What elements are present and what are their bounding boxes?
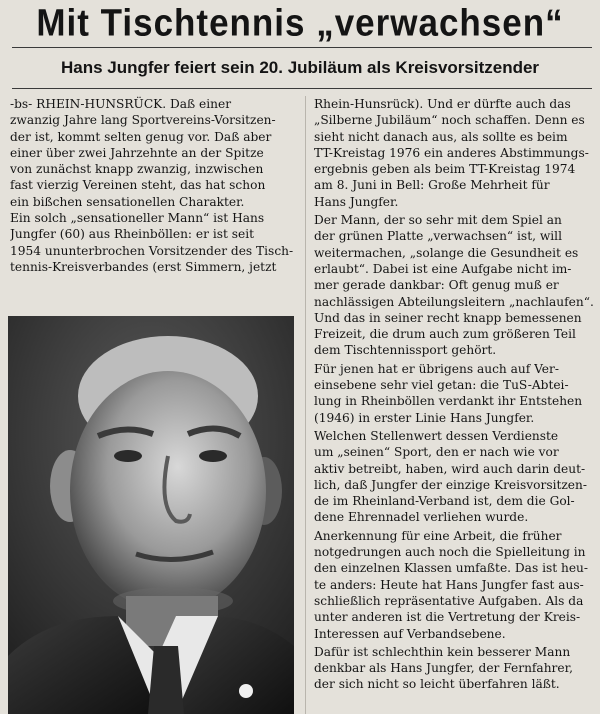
text-line: einer über zwei Jahrzehnte an der Spitze bbox=[10, 145, 264, 160]
text-line: dene Ehrennadel verliehen wurde. bbox=[314, 510, 529, 525]
subheadline-rule bbox=[12, 88, 592, 89]
text-line: ergebnis geben als beim TT-Kreistag 1974 bbox=[314, 162, 576, 177]
paragraph bbox=[314, 644, 598, 693]
text-line: TT-Kreistag 1976 ein anderes Abstimmungs- bbox=[314, 145, 589, 160]
text-line: „Silberne Jubiläum“ noch schaffen. Denn es bbox=[314, 113, 585, 128]
paragraph bbox=[10, 96, 296, 210]
text-line: fast vierzig Vereinen steht, das hat schon bbox=[10, 178, 266, 193]
text-line: von zunächst knapp zwanzig, inzwischen bbox=[10, 162, 264, 177]
text-line: der grünen Platte „verwachsen“ ist, will bbox=[314, 229, 562, 244]
text-line: ein bißchen sensationellen Charakter. bbox=[10, 194, 245, 209]
paragraph bbox=[314, 428, 598, 526]
text-line: um „seinen“ Sport, den er nach wie vor bbox=[314, 445, 559, 460]
text-line: nachlässigen Abteilungsleitern „nachlaufen“. bbox=[314, 294, 594, 309]
text-line: der sich nicht so leicht überfahren läßt. bbox=[314, 677, 560, 692]
text-line: einsebene sehr viel getan: die TuS-Abtei- bbox=[314, 378, 569, 393]
subheadline: Hans Jungfer feiert sein 20. Jubiläum als Kreisvorsitzender bbox=[60, 58, 540, 77]
paragraph bbox=[314, 361, 598, 426]
paragraph bbox=[10, 210, 296, 275]
text-line: -bs- RHEIN-HUNSRÜCK. Daß einer bbox=[10, 97, 232, 111]
text-line: Freizeit, die drum auch zum größeren Teil bbox=[314, 327, 576, 342]
text-line: notgedrungen auch noch die Spielleitung in bbox=[314, 545, 586, 560]
paragraph bbox=[314, 528, 598, 642]
paragraph bbox=[314, 96, 598, 210]
text-line: dem Tischtennissport gehört. bbox=[314, 343, 497, 358]
text-line: schließlich repräsentative Aufgaben. Als da bbox=[314, 593, 584, 608]
column-divider bbox=[305, 96, 306, 714]
text-line: te anders: Heute hat Hans Jungfer fast aus- bbox=[314, 577, 584, 592]
text-line: Für jenen hat er übrigens auch auf Ver- bbox=[314, 361, 559, 376]
text-line: tennis-Kreisverbandes (erst Simmern, jetzt bbox=[10, 259, 277, 274]
text-line: zwanzig Jahre lang Sportvereins-Vorsitzen- bbox=[10, 113, 276, 128]
text-line: der ist, kommt selten genug vor. Daß aber bbox=[10, 129, 272, 144]
text-line: lich, daß Jungfer der einzige Kreisvorsitzen- bbox=[314, 477, 587, 492]
text-line: (1946) in erster Linie Hans Jungfer. bbox=[314, 410, 535, 425]
text-line: unter anderen ist die Vertretung der Kreis- bbox=[314, 610, 581, 625]
headline-rule bbox=[12, 47, 592, 48]
text-line: den einzelnen Klassen umfaßte. Das ist heu- bbox=[314, 561, 589, 576]
text-line: Welchen Stellenwert dessen Verdienste bbox=[314, 428, 559, 443]
text-line: Dafür ist schlechthin kein besserer Mann bbox=[314, 644, 571, 659]
text-line: sieht nicht danach aus, als sollte es beim bbox=[314, 129, 568, 144]
text-line: Ein solch „sensationeller Mann“ ist Hans bbox=[10, 211, 265, 226]
left-column bbox=[10, 96, 296, 275]
text-line: 1954 ununterbrochen Vorsitzender des Tisch- bbox=[10, 243, 294, 258]
text-line: lung in Rheinböllen verdankt ihr Entstehen bbox=[314, 394, 583, 409]
text-line: de im Rheinland-Verband ist, dem die Gol- bbox=[314, 494, 575, 509]
text-line: denkbar als Hans Jungfer, der Fernfahrer, bbox=[314, 661, 573, 676]
portrait-illustration bbox=[8, 316, 294, 714]
text-line: aktiv betreibt, haben, wird auch darin deut- bbox=[314, 461, 586, 476]
text-line: am 8. Juni in Bell: Große Mehrheit für bbox=[314, 178, 550, 193]
right-column bbox=[314, 96, 598, 693]
text-line: Hans Jungfer. bbox=[314, 194, 399, 209]
text-line: Jungfer (60) aus Rheinböllen: er ist seit bbox=[10, 227, 255, 242]
text-line: erlaubt“. Dabei ist eine Aufgabe nicht im- bbox=[314, 261, 572, 276]
text-line: mer gerade dankbar: Oft genug muß er bbox=[314, 278, 559, 293]
headline: Mit Tischtennis „verwachsen“ bbox=[36, 2, 564, 45]
paragraph bbox=[314, 212, 598, 359]
text-line: weitermachen, „solange die Gesundheit es bbox=[314, 245, 579, 260]
text-line: Interessen auf Verbandsebene. bbox=[314, 626, 506, 641]
text-line: Der Mann, der so sehr mit dem Spiel an bbox=[314, 213, 562, 228]
portrait-photo bbox=[8, 316, 294, 714]
text-line: Anerkennung für eine Arbeit, die früher bbox=[314, 528, 562, 543]
text-line: Rhein-Hunsrück). Und er dürfte auch das bbox=[314, 97, 571, 111]
text-line: Und das in seiner recht knapp bemessenen bbox=[314, 310, 582, 325]
